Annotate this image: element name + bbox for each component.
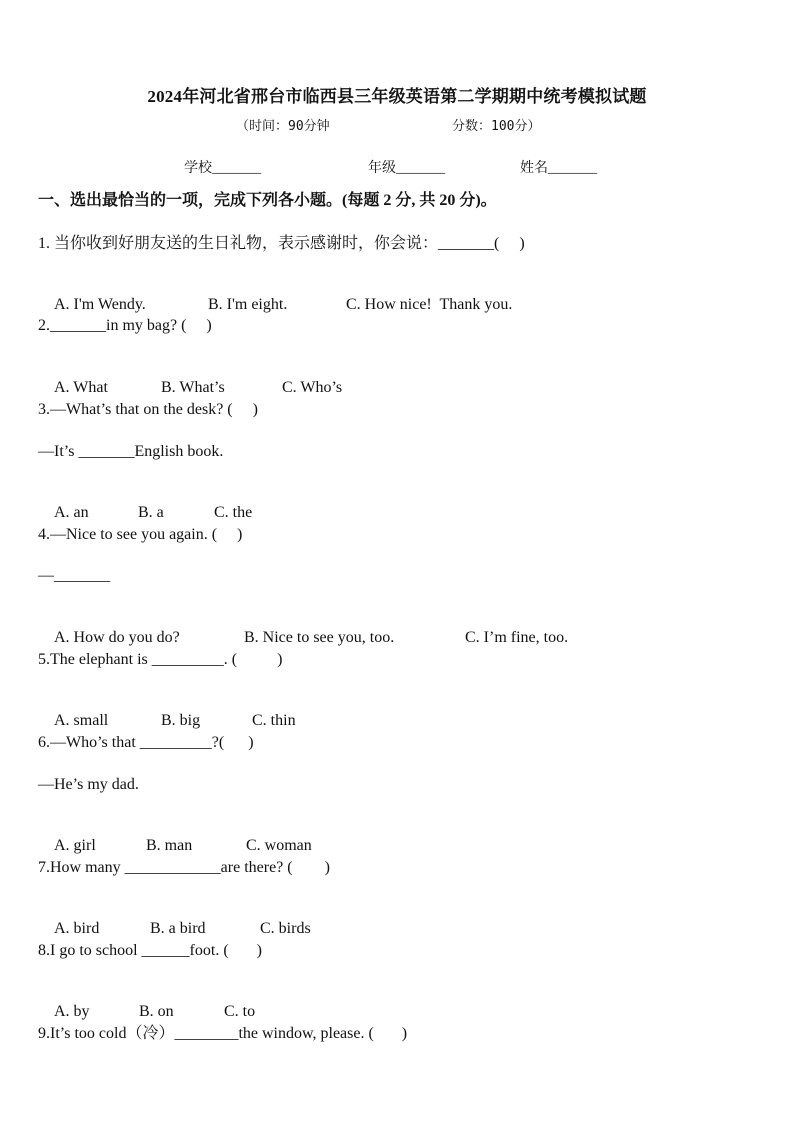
question-3-stem: 3.—What’s that on the desk? ( ) (38, 401, 258, 418)
q8-option-b[interactable]: B. on (139, 1003, 174, 1020)
question-8-stem: 8.I go to school ______foot. ( ) (38, 942, 262, 959)
q4-option-a[interactable]: A. How do you do? (54, 629, 180, 646)
q1-option-c[interactable]: C. How nice! Thank you. (346, 296, 513, 313)
q2-option-b[interactable]: B. What’s (161, 379, 225, 396)
q1-option-a[interactable]: A. I'm Wendy. (54, 296, 146, 313)
question-5-stem: 5.The elephant is _________. ( ) (38, 651, 283, 668)
q2-option-a[interactable]: A. What (54, 379, 108, 396)
q5-option-c[interactable]: C. thin (252, 712, 296, 729)
page-title: 2024年河北省邢台市临西县三年级英语第二学期期中统考模拟试题 (147, 87, 647, 106)
q1-option-b[interactable]: B. I'm eight. (208, 296, 288, 313)
q6-option-a[interactable]: A. girl (54, 837, 96, 854)
q7-option-b[interactable]: B. a bird (150, 920, 206, 937)
question-4-stem: 4.—Nice to see you again. ( ) (38, 526, 243, 543)
q5-option-b[interactable]: B. big (161, 712, 201, 729)
q3-option-a[interactable]: A. an (54, 504, 89, 521)
question-4-stem-2: —_______ (38, 567, 110, 584)
q3-option-c[interactable]: C. the (214, 504, 253, 521)
q7-option-c[interactable]: C. birds (260, 920, 311, 937)
exam-score: 分数：100分） (452, 119, 541, 134)
grade-field[interactable]: 年级_______ (368, 161, 445, 176)
question-7-stem: 7.How many ____________are there? ( ) (38, 859, 330, 876)
q2-option-c[interactable]: C. Who’s (282, 379, 343, 396)
q4-option-c[interactable]: C. I’m fine, too. (465, 629, 569, 646)
school-field[interactable]: 学校_______ (184, 161, 261, 176)
q5-option-a[interactable]: A. small (54, 712, 109, 729)
section-heading: 一、选出最恰当的一项，完成下列各小题。(每题 2 分, 共 20 分)。 (38, 192, 497, 209)
question-3-stem-2: —It’s _______English book. (38, 443, 224, 460)
question-1-stem: 1. 当你收到好朋友送的生日礼物，表示感谢时，你会说：_______( ) (38, 235, 525, 252)
q8-option-c[interactable]: C. to (224, 1003, 256, 1020)
question-6-stem-2: —He’s my dad. (38, 776, 139, 793)
q6-option-c[interactable]: C. woman (246, 837, 312, 854)
question-9-stem: 9.It’s too cold（冷）________the window, please. ( ) (38, 1025, 408, 1042)
question-2-stem: 2._______in my bag? ( ) (38, 317, 212, 334)
q6-option-b[interactable]: B. man (146, 837, 193, 854)
q8-option-a[interactable]: A. by (54, 1003, 90, 1020)
q3-option-b[interactable]: B. a (138, 504, 164, 521)
name-field[interactable]: 姓名_______ (520, 161, 597, 176)
q4-option-b[interactable]: B. Nice to see you, too. (244, 629, 395, 646)
question-6-stem: 6.—Who’s that _________?( ) (38, 734, 254, 751)
q7-option-a[interactable]: A. bird (54, 920, 100, 937)
exam-time: （时间：90分钟 (236, 119, 330, 134)
